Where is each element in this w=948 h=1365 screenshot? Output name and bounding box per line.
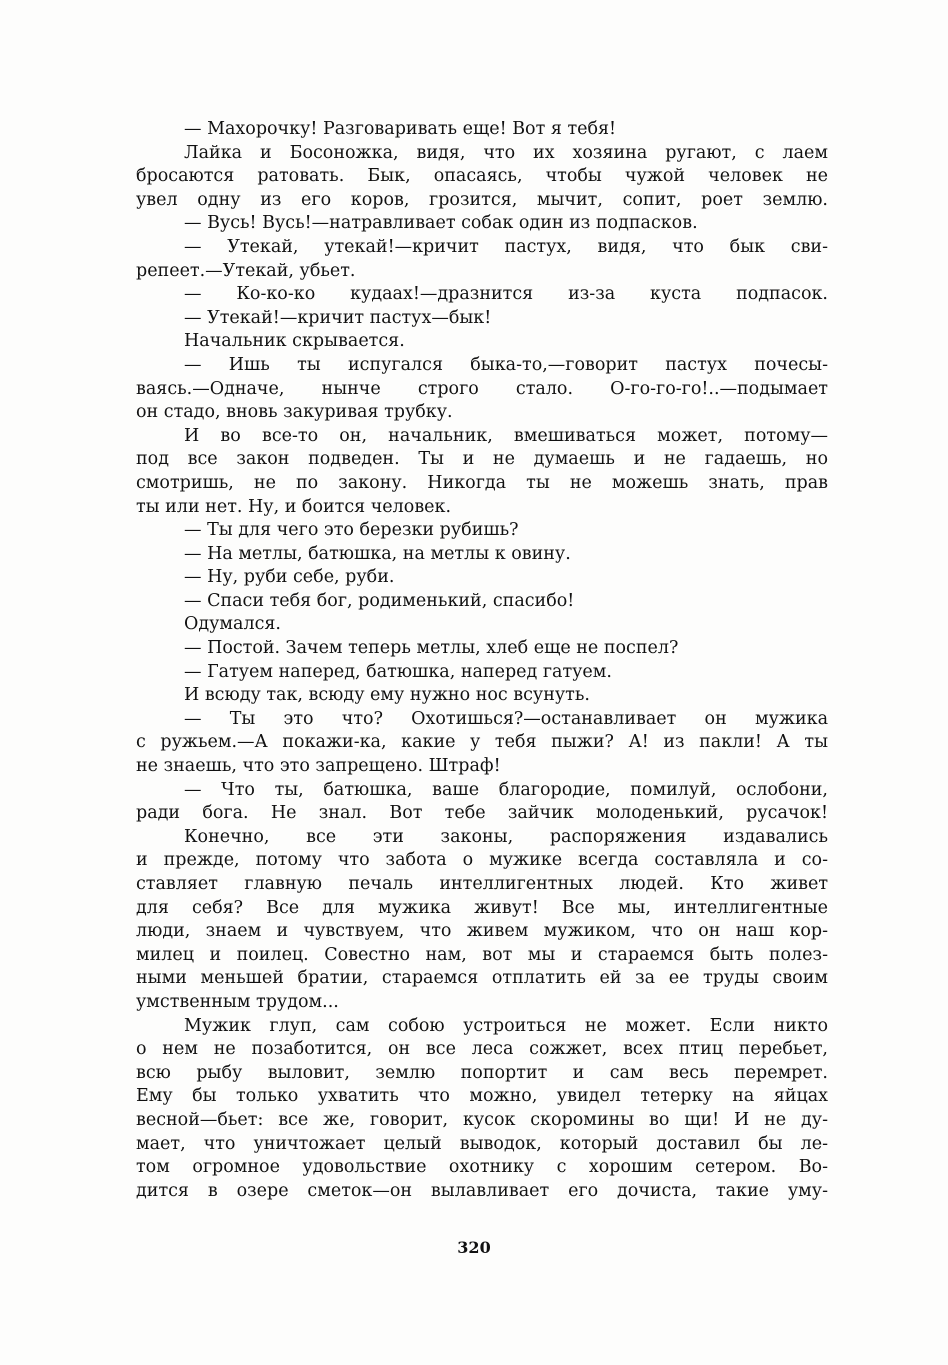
text-line: Конечно, все эти законы, распоряжения издавались [184, 826, 828, 847]
text-line: с ружьем.—А покажи-ка, какие у тебя пыжи? А! из пакли! А ты [136, 732, 828, 753]
text-line: Мужик глуп, сам собою устроиться не может. Если никто [184, 1015, 828, 1036]
text-line: И во все-то он, начальник, вмешиваться может, потому— [184, 425, 828, 446]
text-line: — Ко-ко-ко кудаах!—дразнится из-за куста подпасок. [184, 284, 828, 305]
text-line: — Ишь ты испугался быка-то,—говорит пастух почесы- [184, 354, 828, 375]
text-line: — Утекай, утекай!—кричит пастух, видя, что бык сви- [184, 236, 828, 257]
text-line: ными меньшей братии, стараемся отплатить ей за ее труды своим [136, 968, 828, 989]
body-text [136, 118, 828, 1203]
text-line: — Постой. Зачем теперь метлы, хлеб еще не поспел? [184, 638, 679, 659]
text-line: для себя? Все для мужика живут! Все мы, интеллигентные [136, 897, 828, 918]
text-line: — Вусь! Вусь!—натравливает собак один из подпасков. [184, 213, 698, 234]
text-line: умственным трудом... [136, 991, 339, 1012]
text-line: — Махорочку! Разговаривать еще! Вот я тебя! [184, 119, 617, 139]
text-line: люди, знаем и чувствуем, что живем мужиком, что он наш кор- [136, 921, 828, 942]
text-line: и прежде, потому что забота о мужике всегда составляла и со- [136, 850, 828, 871]
text-line: всю рыбу выловит, землю попортит и сам весь перемрет. [136, 1062, 828, 1083]
text-line: бросаются ратовать. Бык, опасаясь, чтобы чужой человек не [136, 166, 828, 187]
text-line: ради бога. Не знал. Вот тебе зайчик молоденький, русачок! [136, 803, 828, 824]
text-line: И всюду так, всюду ему нужно нос всунуть. [184, 685, 590, 706]
text-line: смотришь, не по закону. Никогда ты не можешь знать, прав [136, 472, 828, 493]
text-line: милец и поилец. Совестно нам, вот мы и стараемся быть полез- [136, 944, 828, 965]
text-line: не знаешь, что это запрещено. Штраф! [136, 756, 501, 777]
text-line: том огромное удовольствие охотнику с хорошим сетером. Во- [136, 1157, 828, 1178]
text-line: репеет.—Утекай, убьет. [136, 260, 356, 281]
text-line: Лайка и Босоножка, видя, что их хозяина ругают, с лаем [184, 142, 828, 163]
text-line: увел одну из его коров, грозится, мычит, сопит, роет землю. [136, 189, 828, 210]
text-line: Ему бы только ухватить что можно, увидел тетерку на яйцах [136, 1086, 828, 1107]
text-line: он стадо, вновь закуривая трубку. [136, 402, 453, 423]
text-line: — На метлы, батюшка, на метлы к овину. [184, 543, 571, 564]
text-line: о нем не позаботится, он все леса сожжет, всех птиц перебьет, [136, 1039, 828, 1060]
text-line: — Утекай!—кричит пастух—бык! [184, 307, 492, 328]
text-line: — Ты для чего это березки рубишь? [184, 520, 519, 541]
text-line: — Ну, руби себе, руби. [184, 567, 395, 588]
text-line: — Ты это что? Охотишься?—останавливает он мужика [184, 708, 828, 729]
text-line: — Гатуем наперед, батюшка, наперед гатуем. [184, 661, 612, 682]
text-line: весной—бьет: все же, говорит, кусок скоромины во щи! И не ду- [136, 1109, 828, 1130]
text-line: ставляет главную печаль интеллигентных людей. Кто живет [136, 874, 828, 894]
text-line: Одумался. [184, 614, 281, 635]
text-line: — Спаси тебя бог, родименький, спасибо! [184, 590, 575, 611]
text-line: Начальник скрывается. [184, 331, 405, 352]
page-number: 320 [457, 1238, 491, 1257]
text-line: ваясь.—Одначе, нынче строго стало. О-го-го-го!..—подымает [136, 378, 828, 399]
text-line: ты или нет. Ну, и боится человек. [136, 496, 452, 517]
text-line: мает, что уничтожает целый выводок, который доставил бы ле- [136, 1133, 828, 1154]
text-line: — Что ты, батюшка, ваше благородие, помилуй, ослобони, [184, 779, 828, 800]
text-line: дится в озере сметок—он вылавливает его дочиста, такие уму- [136, 1180, 828, 1201]
text-line: под все закон подведен. Ты и не думаешь и не гадаешь, но [136, 449, 828, 470]
